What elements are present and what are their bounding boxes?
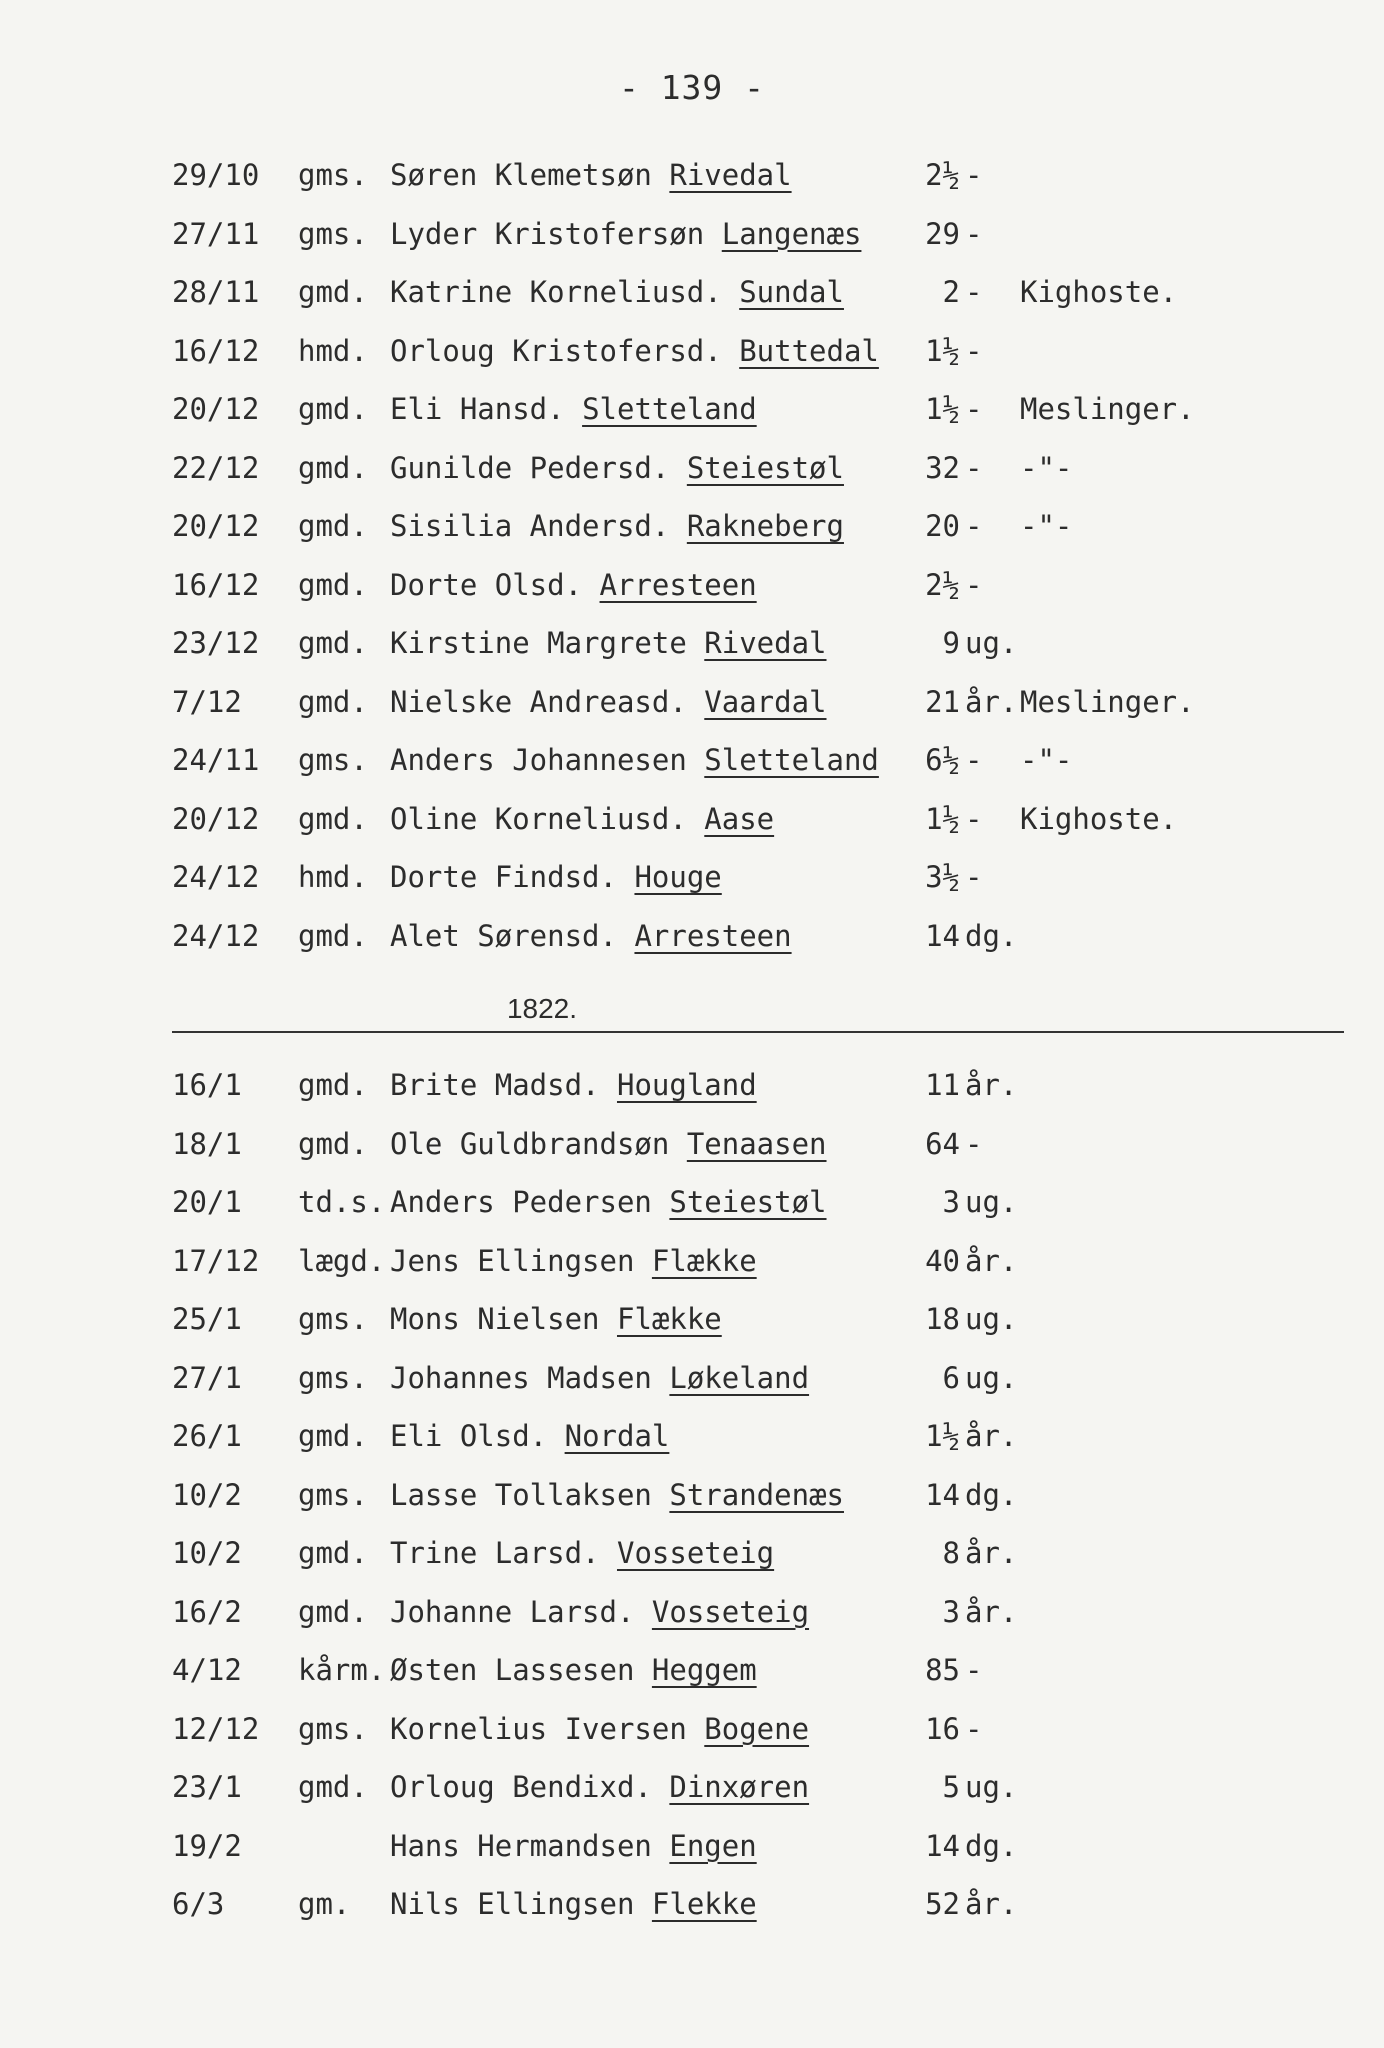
entry-person bbox=[390, 682, 827, 722]
entry-name: Jens Ellingsen bbox=[390, 1243, 635, 1278]
entry-age-unit: - bbox=[965, 216, 983, 251]
year-heading: 1822. bbox=[506, 993, 578, 1024]
entry-title: gmd. bbox=[298, 1594, 368, 1629]
entry-farm: Vosseteig bbox=[616, 1536, 775, 1570]
entry-person bbox=[390, 1182, 827, 1222]
entry-date: 12/12 bbox=[172, 1711, 260, 1746]
entry-row bbox=[0, 155, 1384, 214]
entry-name: Oline Korneliusd. bbox=[390, 801, 687, 836]
entry-date: 25/1 bbox=[172, 1302, 242, 1336]
entry-date: 26/1 bbox=[172, 1419, 242, 1453]
entry-age-unit: - bbox=[965, 392, 983, 426]
entry-person bbox=[390, 1826, 757, 1866]
entry-title: gmd. bbox=[298, 1126, 368, 1161]
entry-name: Dorte Findsd. bbox=[390, 860, 617, 894]
entry-age: 1½ bbox=[925, 392, 960, 426]
entry-row bbox=[0, 1416, 1384, 1475]
entry-age: 8 bbox=[942, 1536, 960, 1570]
entry-age-unit: - bbox=[965, 567, 983, 602]
entry-row bbox=[0, 506, 1384, 565]
entry-row bbox=[0, 623, 1384, 682]
entry-farm: Vaardal bbox=[704, 684, 827, 719]
entry-date: 10/2 bbox=[172, 1477, 242, 1512]
entry-row bbox=[0, 1884, 1384, 1943]
entry-row bbox=[0, 1475, 1384, 1534]
entry-age: 14 bbox=[925, 1477, 960, 1512]
entry-date: 18/1 bbox=[172, 1126, 242, 1161]
entry-age: 6 bbox=[942, 1360, 960, 1395]
entry-farm: Arresteen bbox=[599, 567, 757, 602]
entry-age-unit: år. bbox=[965, 1243, 1018, 1278]
entry-name: Hans Hermandsen bbox=[390, 1828, 652, 1863]
entry-row bbox=[0, 1358, 1384, 1417]
entry-date: 20/1 bbox=[172, 1185, 242, 1219]
entry-age-unit: - bbox=[965, 1711, 983, 1746]
entry-cause: -"- bbox=[1020, 743, 1073, 777]
entry-age-unit: år. bbox=[965, 1419, 1018, 1453]
entry-row bbox=[0, 389, 1384, 448]
year-divider bbox=[172, 993, 1344, 1033]
entry-row bbox=[0, 214, 1384, 273]
entry-title: gmd. bbox=[298, 801, 368, 836]
entry-person bbox=[390, 214, 861, 254]
entry-age-unit: - bbox=[965, 1126, 983, 1161]
entry-farm: Strandenæs bbox=[669, 1477, 844, 1512]
entry-name: Nielske Andreasd. bbox=[390, 684, 687, 719]
entry-age-unit: ug. bbox=[965, 1302, 1018, 1336]
entry-farm: Hougland bbox=[616, 1068, 757, 1102]
entry-title: gms. bbox=[298, 158, 368, 192]
entry-age: 2½ bbox=[925, 158, 960, 192]
entry-name: Ole Guldbrandsøn bbox=[390, 1126, 670, 1161]
entry-person bbox=[390, 799, 774, 839]
entry-row bbox=[0, 682, 1384, 741]
entry-title: td.s. bbox=[298, 1185, 386, 1219]
entry-age: 16 bbox=[925, 1711, 960, 1746]
entry-farm: Steiestøl bbox=[669, 1185, 827, 1219]
entry-age-unit: - bbox=[965, 743, 983, 777]
entry-farm: Aase bbox=[704, 801, 775, 836]
entry-age: 2 bbox=[942, 275, 960, 309]
entry-name: Kornelius Iversen bbox=[390, 1711, 687, 1746]
entry-title: gmd. bbox=[298, 450, 368, 485]
entry-farm: Dinxøren bbox=[669, 1770, 810, 1804]
entry-person bbox=[390, 1124, 827, 1164]
entry-farm: Rivedal bbox=[704, 626, 827, 660]
entry-date: 16/1 bbox=[172, 1068, 242, 1102]
entry-person bbox=[390, 1592, 809, 1632]
entry-person bbox=[390, 1358, 809, 1398]
entry-farm: Sletteland bbox=[704, 743, 879, 777]
entry-age-unit: - bbox=[965, 801, 983, 836]
entry-title: gms. bbox=[298, 1302, 368, 1336]
entry-farm: Sletteland bbox=[582, 392, 757, 426]
entry-person bbox=[390, 272, 844, 312]
entry-name: Alet Sørensd. bbox=[390, 918, 617, 953]
entry-age-unit: ug. bbox=[965, 626, 1018, 660]
entry-person bbox=[390, 1533, 774, 1573]
entry-age: 1½ bbox=[925, 801, 960, 836]
entry-row bbox=[0, 1124, 1384, 1183]
entry-date: 23/12 bbox=[172, 626, 260, 660]
entry-title: gmd. bbox=[298, 626, 368, 660]
entry-age: 14 bbox=[925, 1828, 960, 1863]
entry-age-unit: - bbox=[965, 450, 983, 485]
entry-name: Gunilde Pedersd. bbox=[390, 450, 670, 485]
entry-age-unit: år. bbox=[965, 1068, 1018, 1102]
burial-list-1822 bbox=[0, 1065, 1384, 1943]
entry-title: gmd. bbox=[298, 567, 368, 602]
entry-date: 24/12 bbox=[172, 860, 260, 894]
entry-age: 64 bbox=[925, 1126, 960, 1161]
entry-farm: Flække bbox=[616, 1302, 722, 1336]
entry-cause: -"- bbox=[1020, 450, 1073, 485]
entry-farm: Buttedal bbox=[739, 333, 879, 368]
entry-age-unit: ug. bbox=[965, 1360, 1018, 1395]
entry-person bbox=[390, 1767, 809, 1807]
entry-title: gms. bbox=[298, 1360, 368, 1395]
entry-name: Anders Pedersen bbox=[390, 1185, 652, 1219]
entry-row bbox=[0, 740, 1384, 799]
entry-name: Brite Madsd. bbox=[390, 1068, 600, 1102]
entry-age-unit: år. bbox=[965, 684, 1018, 719]
entry-title: gms. bbox=[298, 216, 368, 251]
burial-list-1821 bbox=[0, 155, 1384, 974]
entry-age-unit: - bbox=[965, 275, 983, 309]
entry-person bbox=[390, 1709, 809, 1749]
entry-age-unit: dg. bbox=[965, 1477, 1018, 1512]
entry-date: 27/1 bbox=[172, 1360, 242, 1395]
entry-person bbox=[390, 389, 757, 429]
entry-title: gmd. bbox=[298, 684, 368, 719]
entry-farm: Bogene bbox=[704, 1711, 810, 1746]
entry-name: Eli Hansd. bbox=[390, 392, 565, 426]
entry-row bbox=[0, 1709, 1384, 1768]
entry-title: hmd. bbox=[298, 333, 368, 368]
entry-person bbox=[390, 916, 792, 956]
entry-age: 11 bbox=[925, 1068, 960, 1102]
entry-person bbox=[390, 857, 722, 897]
entry-farm: Vosseteig bbox=[651, 1594, 810, 1629]
entry-farm: Løkeland bbox=[669, 1360, 810, 1395]
entry-name: Østen Lassesen bbox=[390, 1653, 635, 1687]
entry-age-unit: - bbox=[965, 158, 983, 192]
entry-age: 18 bbox=[925, 1302, 960, 1336]
entry-title: gms. bbox=[298, 1711, 368, 1746]
entry-person bbox=[390, 1475, 844, 1515]
entry-row bbox=[0, 1533, 1384, 1592]
entry-name: Kirstine Margrete bbox=[390, 626, 687, 660]
entry-person bbox=[390, 448, 844, 488]
entry-farm: Engen bbox=[669, 1828, 757, 1863]
entry-age: 1½ bbox=[925, 1419, 960, 1453]
entry-date: 16/2 bbox=[172, 1594, 242, 1629]
page-number: - 139 - bbox=[618, 68, 766, 107]
entry-name: Eli Olsd. bbox=[390, 1419, 548, 1453]
entry-date: 19/2 bbox=[172, 1828, 242, 1863]
entry-date: 16/12 bbox=[172, 333, 260, 368]
entry-row bbox=[0, 1592, 1384, 1651]
entry-age: 5 bbox=[942, 1770, 960, 1804]
entry-person bbox=[390, 740, 879, 780]
entry-age-unit: år. bbox=[965, 1594, 1018, 1629]
entry-title: gmd. bbox=[298, 392, 368, 426]
entry-age: 3½ bbox=[925, 860, 960, 894]
entry-farm: Langenæs bbox=[721, 216, 862, 251]
entry-age: 14 bbox=[925, 918, 960, 953]
entry-age: 6½ bbox=[925, 743, 960, 777]
entry-age-unit: dg. bbox=[965, 918, 1018, 953]
entry-name: Mons Nielsen bbox=[390, 1302, 600, 1336]
entry-farm: Tenaasen bbox=[686, 1126, 827, 1161]
divider-line bbox=[172, 1031, 1344, 1033]
entry-name: Johanne Larsd. bbox=[390, 1594, 635, 1629]
entry-age: 2½ bbox=[925, 567, 960, 602]
entry-name: Anders Johannesen bbox=[390, 743, 687, 777]
entry-farm: Arresteen bbox=[634, 918, 792, 953]
entry-cause: Kighoste. bbox=[1020, 801, 1178, 836]
entry-row bbox=[0, 1299, 1384, 1358]
entry-farm: Rivedal bbox=[669, 158, 792, 192]
entry-date: 4/12 bbox=[172, 1653, 242, 1687]
entry-person bbox=[390, 506, 844, 546]
entry-person bbox=[390, 1650, 757, 1690]
entry-title: hmd. bbox=[298, 860, 368, 894]
entry-farm: Flække bbox=[651, 1243, 757, 1278]
entry-cause: -"- bbox=[1020, 509, 1073, 543]
entry-age-unit: år. bbox=[965, 1536, 1018, 1570]
entry-title: gmd. bbox=[298, 275, 368, 309]
entry-title: gmd. bbox=[298, 1068, 368, 1102]
entry-date: 16/12 bbox=[172, 567, 260, 602]
entry-farm: Steiestøl bbox=[686, 450, 844, 485]
entry-name: Katrine Korneliusd. bbox=[390, 275, 722, 309]
entry-title: gmd. bbox=[298, 918, 368, 953]
entry-cause: Meslinger. bbox=[1020, 392, 1195, 426]
entry-name: Sisilia Andersd. bbox=[390, 509, 670, 543]
entry-age: 32 bbox=[925, 450, 960, 485]
entry-title: gms. bbox=[298, 1477, 368, 1512]
entry-row bbox=[0, 1767, 1384, 1826]
entry-title: gm. bbox=[298, 1887, 351, 1921]
entry-row bbox=[0, 1065, 1384, 1124]
entry-row bbox=[0, 799, 1384, 858]
entry-person bbox=[390, 1884, 757, 1924]
entry-date: 17/12 bbox=[172, 1243, 260, 1278]
entry-age: 1½ bbox=[925, 333, 960, 368]
entry-date: 23/1 bbox=[172, 1770, 242, 1804]
entry-title: gms. bbox=[298, 743, 368, 777]
entry-name: Orloug Bendixd. bbox=[390, 1770, 652, 1804]
entry-person bbox=[390, 565, 757, 605]
entry-row bbox=[0, 272, 1384, 331]
entry-row bbox=[0, 448, 1384, 507]
entry-person bbox=[390, 331, 879, 371]
entry-row bbox=[0, 1826, 1384, 1885]
entry-date: 27/11 bbox=[172, 216, 260, 251]
entry-name: Orloug Kristofersd. bbox=[390, 333, 722, 368]
entry-date: 10/2 bbox=[172, 1536, 242, 1570]
entry-date: 29/10 bbox=[172, 158, 260, 192]
entry-age-unit: ug. bbox=[965, 1770, 1018, 1804]
entry-name: Johannes Madsen bbox=[390, 1360, 652, 1395]
entry-date: 24/12 bbox=[172, 918, 260, 953]
entry-farm: Rakneberg bbox=[686, 509, 844, 543]
entry-age-unit: - bbox=[965, 860, 983, 894]
entry-title: kårm. bbox=[298, 1653, 386, 1687]
entry-title: gmd. bbox=[298, 1770, 368, 1804]
entry-person bbox=[390, 155, 792, 195]
entry-age: 29 bbox=[925, 216, 960, 251]
entry-row bbox=[0, 1241, 1384, 1300]
entry-name: Lasse Tollaksen bbox=[390, 1477, 652, 1512]
entry-age-unit: - bbox=[965, 1653, 983, 1687]
entry-date: 7/12 bbox=[172, 684, 242, 719]
entry-date: 24/11 bbox=[172, 743, 260, 777]
entry-age-unit: år. bbox=[965, 1887, 1018, 1921]
entry-cause: Kighoste. bbox=[1020, 275, 1178, 309]
entry-name: Dorte Olsd. bbox=[390, 567, 583, 602]
entry-age: 9 bbox=[942, 626, 960, 660]
entry-title: gmd. bbox=[298, 1419, 368, 1453]
entry-row bbox=[0, 1182, 1384, 1241]
entry-age: 85 bbox=[925, 1653, 960, 1687]
entry-row bbox=[0, 331, 1384, 390]
entry-age-unit: - bbox=[965, 333, 983, 368]
entry-date: 20/12 bbox=[172, 392, 260, 426]
entry-person bbox=[390, 1416, 669, 1456]
entry-age-unit: - bbox=[965, 509, 983, 543]
entry-date: 20/12 bbox=[172, 509, 260, 543]
entry-farm: Sundal bbox=[739, 275, 844, 309]
entry-age-unit: dg. bbox=[965, 1828, 1018, 1863]
entry-name: Søren Klemetsøn bbox=[390, 158, 652, 192]
entry-farm: Houge bbox=[634, 860, 722, 894]
entry-date: 22/12 bbox=[172, 450, 260, 485]
entry-date: 6/3 bbox=[172, 1887, 225, 1921]
entry-title: gmd. bbox=[298, 1536, 368, 1570]
entry-name: Trine Larsd. bbox=[390, 1536, 600, 1570]
entry-date: 20/12 bbox=[172, 801, 260, 836]
entry-name: Lyder Kristofersøn bbox=[390, 216, 705, 251]
entry-row bbox=[0, 916, 1384, 975]
entry-date: 28/11 bbox=[172, 275, 260, 309]
entry-age: 40 bbox=[925, 1243, 960, 1278]
entry-age: 52 bbox=[925, 1887, 960, 1921]
entry-farm: Nordal bbox=[564, 1419, 670, 1453]
entry-person bbox=[390, 623, 827, 663]
entry-title: gmd. bbox=[298, 509, 368, 543]
entry-person bbox=[390, 1299, 722, 1339]
entry-cause: Meslinger. bbox=[1020, 684, 1195, 719]
entry-title: lægd. bbox=[298, 1243, 386, 1278]
entry-name: Nils Ellingsen bbox=[390, 1887, 635, 1921]
entry-age: 3 bbox=[942, 1594, 960, 1629]
entry-age: 21 bbox=[925, 684, 960, 719]
entry-row bbox=[0, 857, 1384, 916]
entry-person bbox=[390, 1065, 757, 1105]
entry-age: 3 bbox=[942, 1185, 960, 1219]
entry-age: 20 bbox=[925, 509, 960, 543]
entry-row bbox=[0, 565, 1384, 624]
entry-row bbox=[0, 1650, 1384, 1709]
entry-farm: Flekke bbox=[651, 1887, 757, 1921]
entry-person bbox=[390, 1241, 757, 1281]
entry-farm: Heggem bbox=[651, 1653, 757, 1687]
entry-age-unit: ug. bbox=[965, 1185, 1018, 1219]
